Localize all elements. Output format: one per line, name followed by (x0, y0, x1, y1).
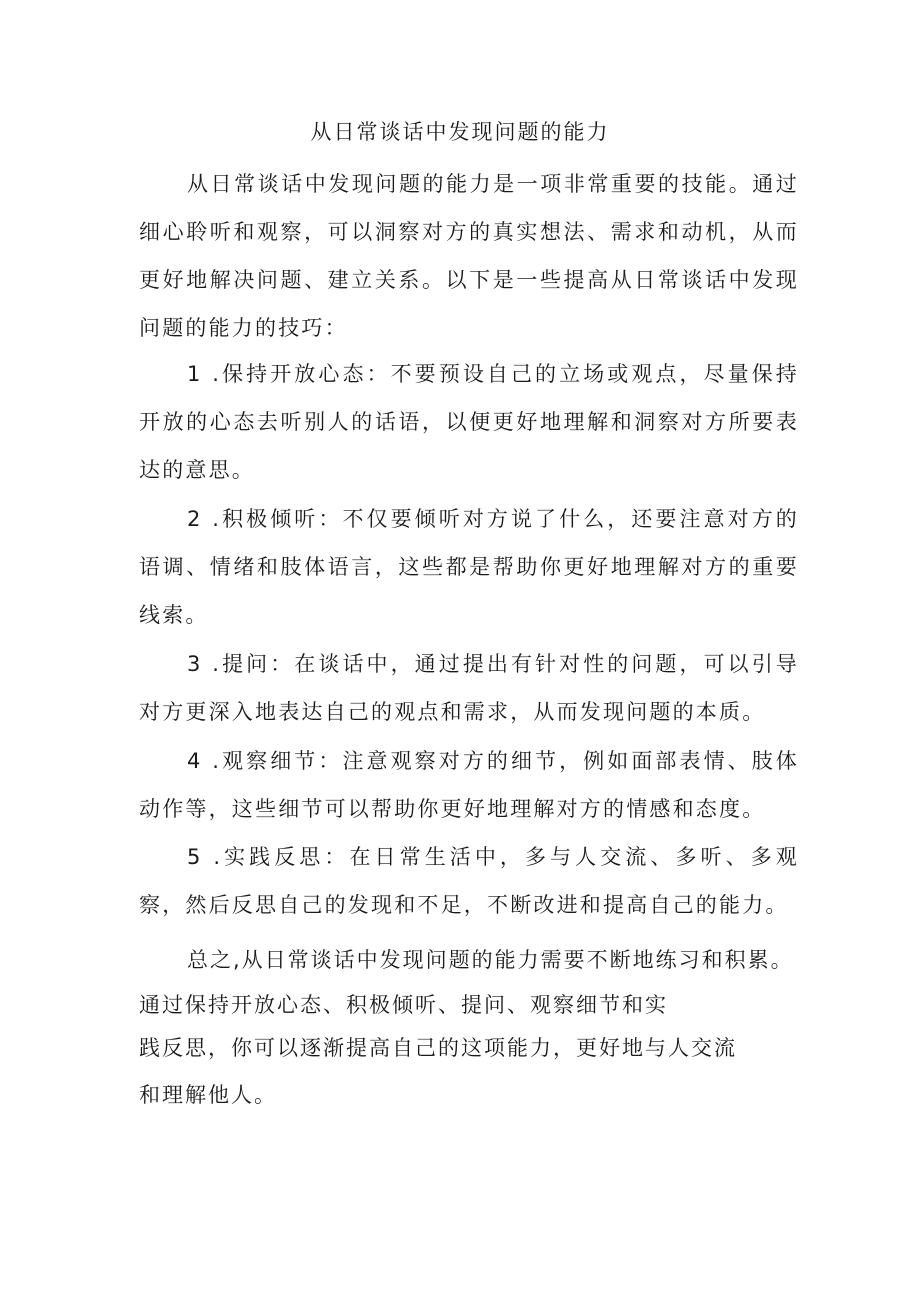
tip-1-paragraph: 1 .保持开放心态：不要预设自己的立场或观点，尽量保持开放的心态去听别人的话语，以便更好地理解和洞察对方所要表达的意思。 (139, 362, 799, 482)
conclusion-line-1: 总之,从日常谈话中发现问题的能力需要不断地练习和积累。 (187, 948, 794, 972)
tip-3-paragraph: 3 .提问：在谈话中，通过提出有针对性的问题，可以引导对方更深入地表达自己的观点和需求，从而发现问题的本质。 (139, 652, 799, 724)
conclusion-line-2: 通过保持开放心态、积极倾听、提问、观察细节和实 (139, 993, 668, 1017)
conclusion-line-4: 和理解他人。 (139, 1083, 277, 1107)
tip-2-paragraph: 2 .积极倾听：不仅要倾听对方说了什么，还要注意对方的语调、情绪和肢体语言，这些都是帮助你更好地理解对方的重要线索。 (139, 507, 799, 627)
document-title: 从日常谈话中发现问题的能力 (310, 120, 610, 144)
conclusion-line-3: 践反思，你可以逐渐提高自己的这项能力，更好地与人交流 (139, 1036, 737, 1060)
intro-paragraph: 从日常谈话中发现问题的能力是一项非常重要的技能。通过细心聆听和观察，可以洞察对方的真实想法、需求和动机，从而更好地解决问题、建立关系。以下是一些提高从日常谈话中发现问题的能力的技巧： (139, 172, 799, 340)
tip-5-paragraph: 5 .实践反思：在日常生活中，多与人交流、多听、多观察，然后反思自己的发现和不足，不断改进和提高自己的能力。 (139, 845, 799, 917)
tip-4-paragraph: 4 .观察细节：注意观察对方的细节，例如面部表情、肢体动作等，这些细节可以帮助你更好地理解对方的情感和态度。 (139, 749, 799, 821)
